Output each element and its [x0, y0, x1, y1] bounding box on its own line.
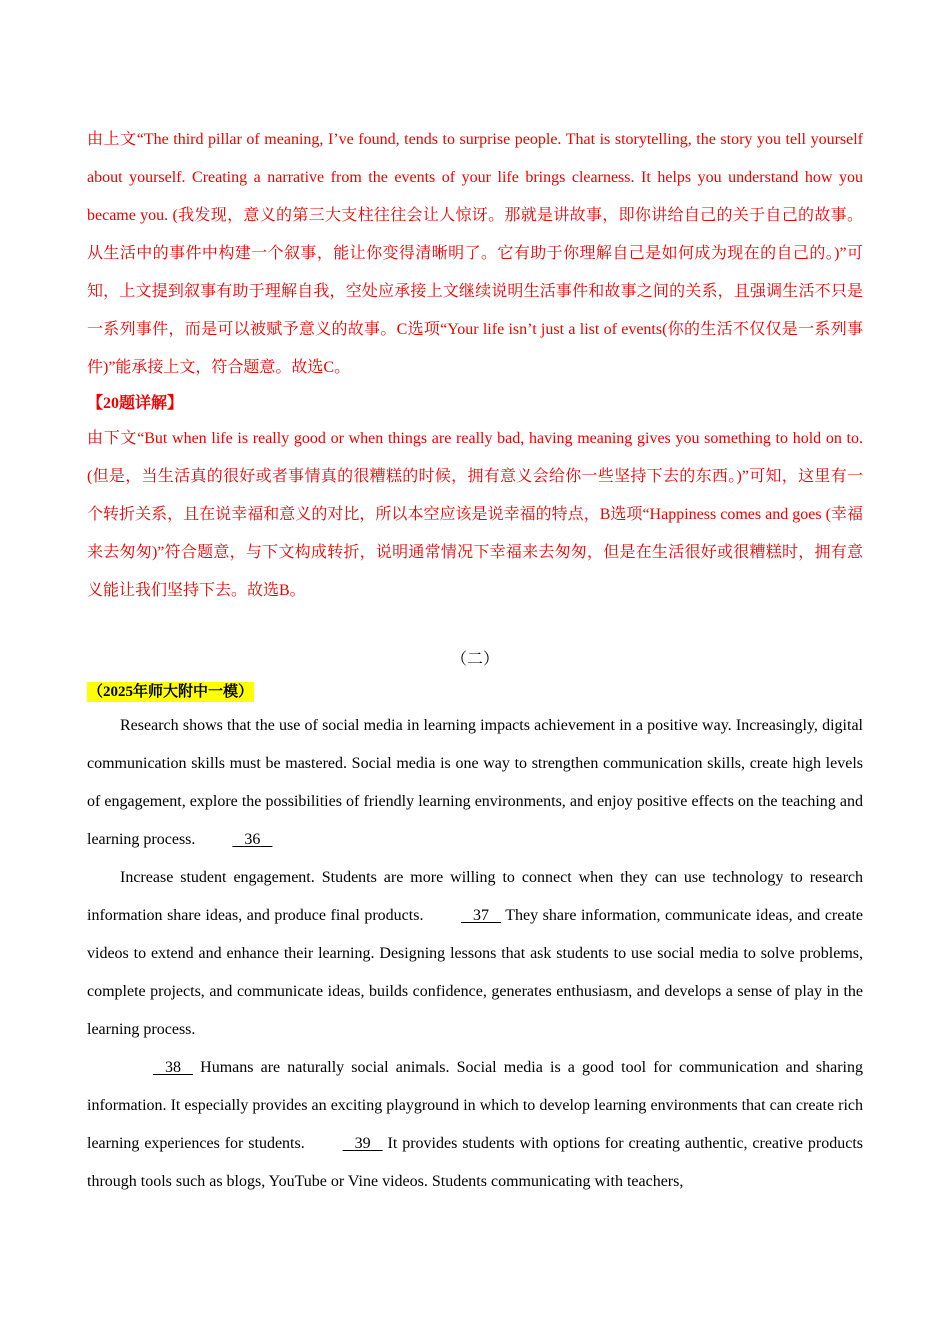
paragraph-3-text-a: Humans are naturally social animals. Social media is a good tool for communication and sharing information. It especially provides an exciting playground in which to develop learning environments that can create rich learning experiences for students.	[87, 1059, 864, 1152]
passage-paragraph-3	[87, 1049, 863, 1201]
blank-37: 37	[473, 907, 490, 924]
paragraph-2-text-a: Increase student engagement. Students are more willing to connect when they can use technology to research information share ideas, and produce final products.	[87, 869, 863, 924]
paragraph-1-text: Research shows that the use of social media in learning impacts achievement in a positive way. Increasingly, digital communication skills must be mastered. Social media is one way to strengthen communication skills, create high levels of engagement, explore the possibilities of friendly learning environments, and enjoy positive effects on the teaching and learning process.	[87, 717, 863, 848]
page-content	[87, 121, 863, 1201]
paragraph-3-text-b: It provides students with options for creating authentic, creative products through tools such as blogs, YouTube or Vine videos. Students communicating with teachers,	[87, 1135, 864, 1190]
passage-paragraph-1	[87, 707, 863, 859]
explanation-20-heading: 【20题详解】	[87, 395, 184, 412]
blank-36: 36	[244, 831, 261, 848]
section-title: （二）	[450, 651, 499, 668]
blank-39: 39	[354, 1135, 371, 1152]
passage-paragraph-2	[87, 859, 863, 1049]
paragraph-2-text-b: They share information, communicate ideas, and create videos to extend and enhance their learning. Designing lessons that ask students to use social media to solve problems, complete projects, and communicate ideas, builds confidence, generates enthusiasm, and develops a sense of play in the learning process.	[87, 907, 864, 1038]
exam-label: （2025年师大附中一模）	[88, 684, 254, 700]
explanation-20-text: 由下文“But when life is really good or when things are really bad, having meaning gives you something to hold on to. (但是，当生活真的很好或者事情真的很糟糕的时候，拥有意义会给你一些坚持下去的东西。)”可知，这里有一个转折关系，且在说幸福和意义的对比，所以本空应该是说幸福的特点，B选项“Happiness comes and goes (幸福来去匆匆)”符合题意，与下文构成转折，说明通常情况下幸福来去匆匆，但是在生活很好或很糟糕时，拥有意义能让我们坚持下去。故选B。	[87, 430, 863, 599]
explanation-19-text: 由上文“The third pillar of meaning, I’ve found, tends to surprise people. That is storytelling, the story you tell yourself about yourself. Creating a narrative from the events of your life brings clearness. It helps you understand how you became you. (我发现，意义的第三大支柱往往会让人惊讶。那就是讲故事，即你讲给自己的关于自己的故事。从生活中的事件中构建一个叙事，能让你变得清晰明了。它有助于你理解自己是如何成为现在的自己的。)”可知，上文提到叙事有助于理解自我，空处应承接上文继续说明生活事件和故事之间的关系，且强调生活不只是一系列事件，而是可以被赋予意义的故事。C选项“Your life isn’t just a list of events(你的生活不仅仅是一系列事件)”能承接上文，符合题意。故选C。	[87, 131, 863, 376]
exam-label-row	[87, 672, 863, 702]
blank-38: 38	[165, 1059, 181, 1076]
